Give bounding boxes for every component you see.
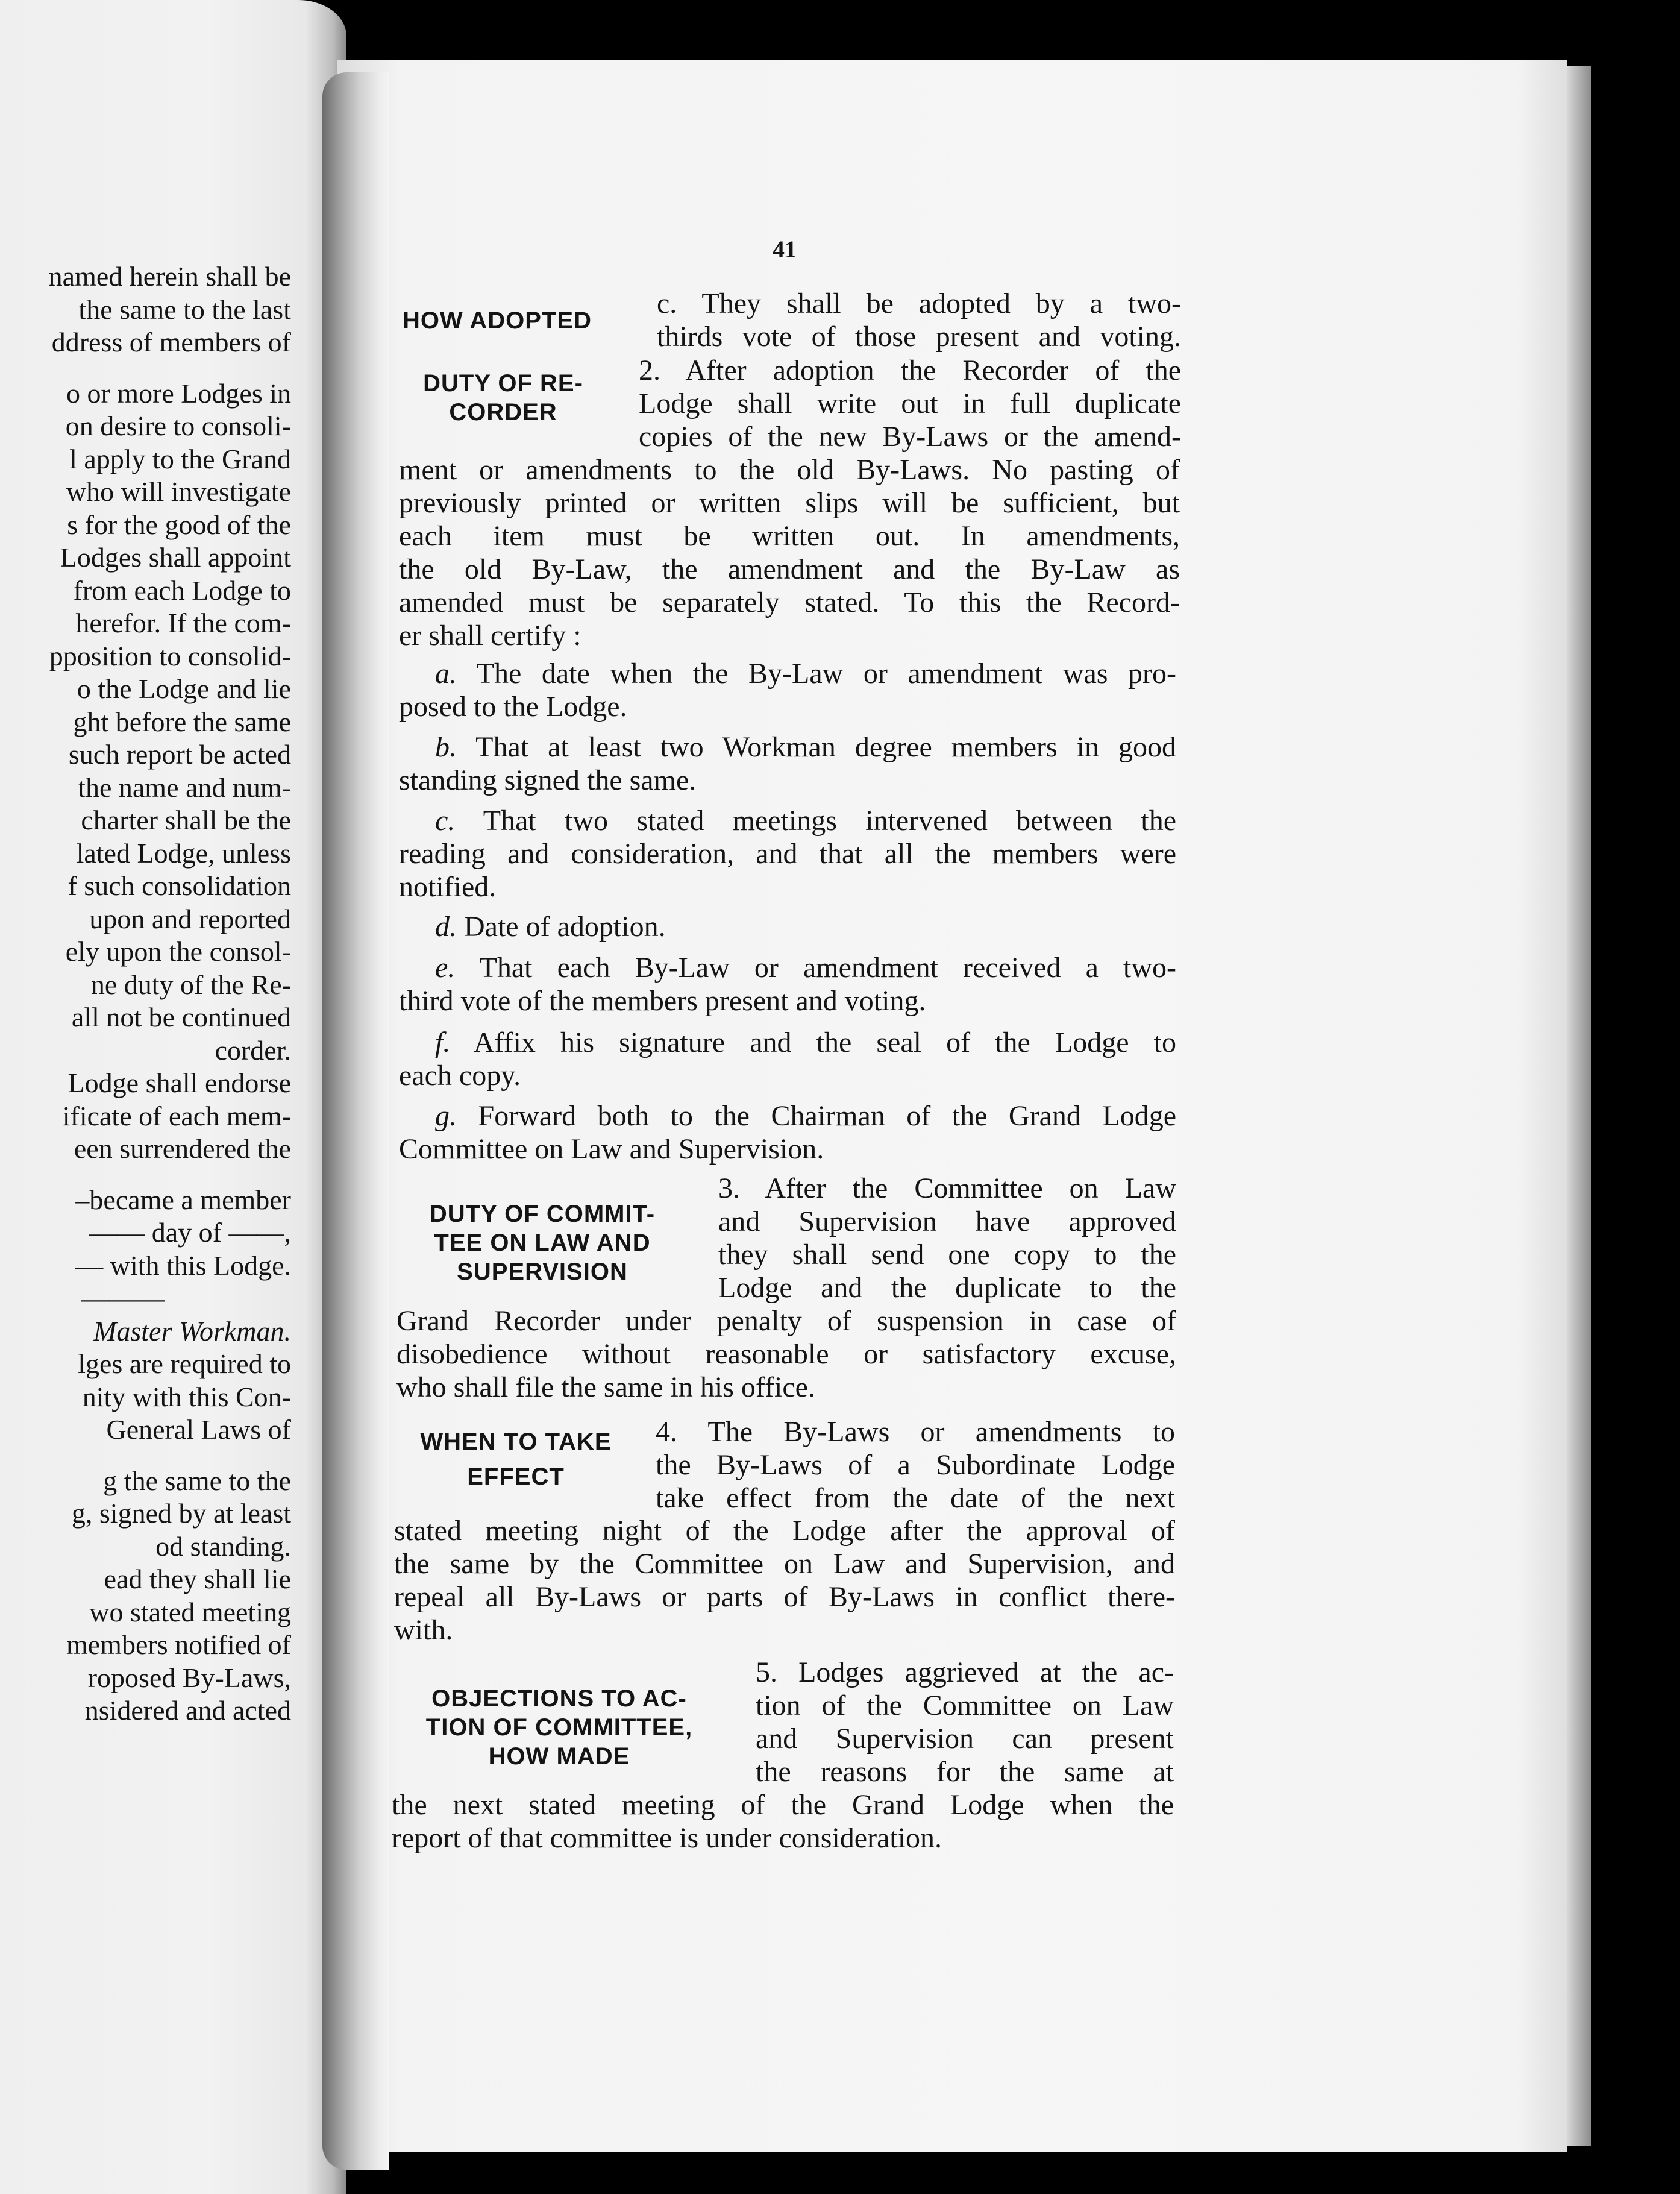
left-line: named herein shall be xyxy=(48,261,291,292)
left-line: –became a member xyxy=(75,1184,291,1215)
text-line: c. That two stated meetings intervened between the xyxy=(435,805,1176,837)
text-line: the same by the Committee on Law and Supervision, and xyxy=(394,1548,1175,1580)
text-line: b. That at least two Workman degree members in good xyxy=(435,731,1176,763)
text-line: each copy. xyxy=(399,1060,521,1092)
left-line: nsidered and acted xyxy=(84,1695,291,1726)
left-line: s for the good of the xyxy=(67,509,291,540)
item-label: c. xyxy=(435,805,456,837)
left-line: ead they shall lie xyxy=(104,1564,291,1594)
left-rule: ——— xyxy=(81,1283,165,1313)
item-label: d. xyxy=(435,911,457,943)
text-line: 4. The By-Laws or amendments to xyxy=(656,1416,1175,1448)
heading-how-adopted: HOW ADOPTED xyxy=(403,307,592,334)
how-adopted-text xyxy=(657,287,1181,353)
left-line: upon and reported xyxy=(89,903,291,934)
text-line: and Supervision have approved xyxy=(718,1205,1176,1237)
text-line: the reasons for the same at xyxy=(756,1756,1174,1788)
left-facing-page xyxy=(0,0,346,2194)
text-line: standing signed the same. xyxy=(399,764,697,796)
left-line: f such consolidation xyxy=(67,870,291,901)
page-edge xyxy=(1567,66,1591,2146)
item-f xyxy=(399,1026,1176,1092)
item-label: b. xyxy=(435,731,457,763)
left-gap xyxy=(0,1166,291,1184)
text-line: er shall certify : xyxy=(399,620,581,652)
left-line: ne duty of the Re- xyxy=(90,969,291,1000)
item-label: a. xyxy=(435,658,457,690)
left-line: Lodges shall appoint xyxy=(60,542,291,573)
left-line: lated Lodge, unless xyxy=(76,837,291,869)
text-line: take effect from the date of the next xyxy=(656,1482,1175,1514)
text-line: Grand Recorder under penalty of suspension in case of xyxy=(396,1305,1176,1337)
item-label: g. xyxy=(435,1100,457,1132)
text-line: they shall send one copy to the xyxy=(718,1239,1176,1271)
left-line: from each Lodge to xyxy=(73,574,291,606)
duty-committee-body xyxy=(396,1304,1176,1404)
left-page-text xyxy=(0,260,291,1727)
item-g xyxy=(399,1099,1176,1166)
book-gutter xyxy=(322,72,389,2170)
objections-inline-text xyxy=(756,1656,1174,1788)
text-line: Lodge shall write out in full duplicate xyxy=(639,388,1181,420)
objections-body xyxy=(392,1788,1174,1855)
left-line: ely upon the consol- xyxy=(65,936,291,967)
left-line: — with this Lodge. xyxy=(75,1249,291,1281)
text-line: who shall file the same in his office. xyxy=(396,1371,815,1403)
left-gap xyxy=(0,1447,291,1465)
left-line: the same to the last xyxy=(78,294,291,325)
text-line: a. The date when the By-Law or amendment was pro- xyxy=(435,658,1176,690)
text-line: third vote of the members present and voting. xyxy=(399,985,926,1017)
item-b xyxy=(399,731,1176,797)
left-line: lges are required to xyxy=(78,1348,291,1379)
text-line: g. Forward both to the Chairman of the Grand Lodge xyxy=(435,1100,1177,1132)
left-line: on desire to consoli- xyxy=(65,410,291,441)
duty-recorder-inline-text xyxy=(639,354,1181,453)
left-signature-label: Master Workman. xyxy=(93,1315,291,1347)
item-d xyxy=(399,910,1176,943)
text-line: with. xyxy=(394,1614,453,1646)
text-line: the next stated meeting of the Grand Lodge when the xyxy=(392,1789,1174,1821)
left-line: herefor. If the com- xyxy=(75,608,291,638)
text-line: d. Date of adoption. xyxy=(435,911,666,943)
left-line: members notified of xyxy=(66,1629,291,1660)
item-label: f. xyxy=(435,1026,451,1058)
text-line: ment or amendments to the old By-Laws. No pasting of xyxy=(399,454,1180,486)
left-line: ght before the same xyxy=(73,706,291,737)
left-line: pposition to consolid- xyxy=(49,640,291,671)
when-effect-body xyxy=(394,1514,1175,1647)
text-line: e. That each By-Law or amendment received a two- xyxy=(435,952,1176,984)
left-line: o or more Lodges in xyxy=(66,377,291,409)
text-line: copies of the new By-Laws or the amend- xyxy=(639,421,1181,453)
text-line: report of that committee is under consideration. xyxy=(392,1822,942,1854)
text-line: and Supervision can present xyxy=(756,1723,1174,1755)
left-line: g the same to the xyxy=(103,1465,291,1496)
heading-objections: OBJECTIONS TO AC- TION OF COMMITTEE, HOW MADE xyxy=(425,1685,693,1770)
text-line: reading and consideration, and that all the members were xyxy=(399,838,1176,870)
heading-duty-of-recorder: DUTY OF RE- CORDER xyxy=(423,370,583,426)
text-line: previously printed or written slips will be sufficient, but xyxy=(399,487,1180,519)
text-line: thirds vote of those present and voting. xyxy=(657,321,1181,353)
left-line: General Laws of xyxy=(106,1414,291,1445)
text-line: c. They shall be adopted by a two- xyxy=(657,288,1181,319)
duty-committee-inline-text xyxy=(718,1172,1176,1304)
item-c xyxy=(399,804,1176,904)
text-line: the old By-Law, the amendment and the By-Law as xyxy=(399,553,1180,585)
left-gap xyxy=(0,359,291,377)
left-line: who will investigate xyxy=(66,476,291,507)
left-line: o the Lodge and lie xyxy=(77,673,291,704)
text-line: notified. xyxy=(399,871,497,903)
heading-duty-of-committee: DUTY OF COMMIT- TEE ON LAW AND SUPERVISION xyxy=(429,1201,656,1285)
text-line: tion of the Committee on Law xyxy=(756,1690,1174,1721)
left-line: all not be continued xyxy=(71,1002,291,1033)
left-line: ificate of each mem- xyxy=(62,1100,291,1131)
text-line: repeal all By-Laws or parts of By-Laws in conflict there- xyxy=(394,1581,1175,1613)
left-line: charter shall be the xyxy=(81,805,291,835)
duty-recorder-body xyxy=(399,453,1180,652)
text-line: Lodge and the duplicate to the xyxy=(718,1272,1176,1304)
left-line: —— day of ——, xyxy=(89,1217,291,1248)
when-effect-inline-text xyxy=(656,1415,1175,1515)
item-e xyxy=(399,951,1176,1017)
left-line: such report be acted xyxy=(68,739,291,770)
text-line: stated meeting night of the Lodge after the approval of xyxy=(394,1515,1175,1547)
left-line: l apply to the Grand xyxy=(69,443,291,474)
text-line: Committee on Law and Supervision. xyxy=(399,1133,824,1165)
text-line: 3. After the Committee on Law xyxy=(718,1172,1176,1204)
left-line: g, signed by at least xyxy=(71,1498,291,1529)
text-line: 5. Lodges aggrieved at the ac- xyxy=(756,1656,1174,1688)
item-a xyxy=(399,657,1176,723)
left-line: the name and num- xyxy=(78,772,291,803)
left-line: od standing. xyxy=(155,1530,291,1562)
heading-when-to-take-effect: WHEN TO TAKE EFFECT xyxy=(420,1429,612,1490)
left-line: nity with this Con- xyxy=(82,1381,291,1412)
text-line: the By-Laws of a Subordinate Lodge xyxy=(656,1449,1175,1481)
item-label: e. xyxy=(435,952,456,984)
left-line: een surrendered the xyxy=(74,1133,291,1164)
left-line: roposed By-Laws, xyxy=(87,1662,291,1693)
text-line: amended must be separately stated. To this the Record- xyxy=(399,586,1180,618)
left-line: wo stated meeting xyxy=(89,1596,291,1627)
left-line: Lodge shall endorse xyxy=(67,1067,291,1098)
text-line: disobedience without reasonable or satisfactory excuse, xyxy=(396,1338,1176,1370)
left-line: ddress of members of xyxy=(51,327,291,357)
text-line: 2. After adoption the Recorder of the xyxy=(639,354,1181,386)
left-line: corder. xyxy=(215,1034,291,1066)
page-number: 41 xyxy=(773,236,797,263)
text-line: posed to the Lodge. xyxy=(399,691,627,723)
text-line: f. Affix his signature and the seal of the Lodge to xyxy=(435,1026,1177,1058)
text-line: each item must be written out. In amendments, xyxy=(399,520,1180,552)
